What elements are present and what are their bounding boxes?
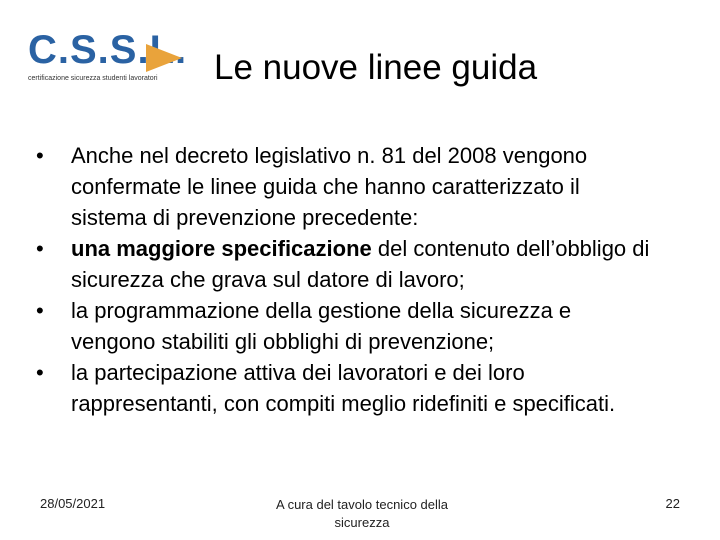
bullet-text: del contenuto dell’obbligo di sicurezza che grava sul datore di lavoro; bbox=[71, 236, 650, 292]
bullet-item bbox=[36, 295, 656, 357]
bullet-text: la partecipazione attiva dei lavoratori e dei loro rappresentanti, con compiti meglio ridefiniti e specificati. bbox=[71, 360, 616, 416]
footer-caption: A cura del tavolo tecnico della sicurezza bbox=[276, 497, 448, 530]
bullet-item bbox=[36, 140, 656, 233]
bullet-list bbox=[36, 140, 656, 419]
logo-text: C.S.S.L. bbox=[28, 28, 188, 72]
bullet-icon: • bbox=[36, 236, 44, 261]
bullet-icon: • bbox=[36, 143, 44, 168]
cssl-logo bbox=[28, 30, 188, 86]
bullet-text: la programmazione della gestione della sicurezza e vengono stabiliti gli obblighi di prevenzione; bbox=[71, 298, 572, 354]
logo-subtitle: certificazione sicurezza studenti lavoratori bbox=[28, 75, 158, 82]
bullet-item bbox=[36, 357, 656, 419]
bullet-item bbox=[36, 233, 656, 295]
slide-title: Le nuove linee guida bbox=[214, 48, 538, 87]
bullet-icon: • bbox=[36, 360, 44, 385]
bullet-text: Anche nel decreto legislativo n. 81 del 2008 vengono confermate le linee guida che hanno caratterizzato il sistema di prevenzione precedente: bbox=[71, 143, 588, 230]
bullet-bold-text: una maggiore specificazione bbox=[71, 236, 372, 261]
bullet-icon: • bbox=[36, 298, 44, 323]
page-number: 22 bbox=[665, 496, 680, 511]
logo-arrow-icon bbox=[146, 44, 182, 72]
footer-date: 28/05/2021 bbox=[40, 496, 106, 511]
